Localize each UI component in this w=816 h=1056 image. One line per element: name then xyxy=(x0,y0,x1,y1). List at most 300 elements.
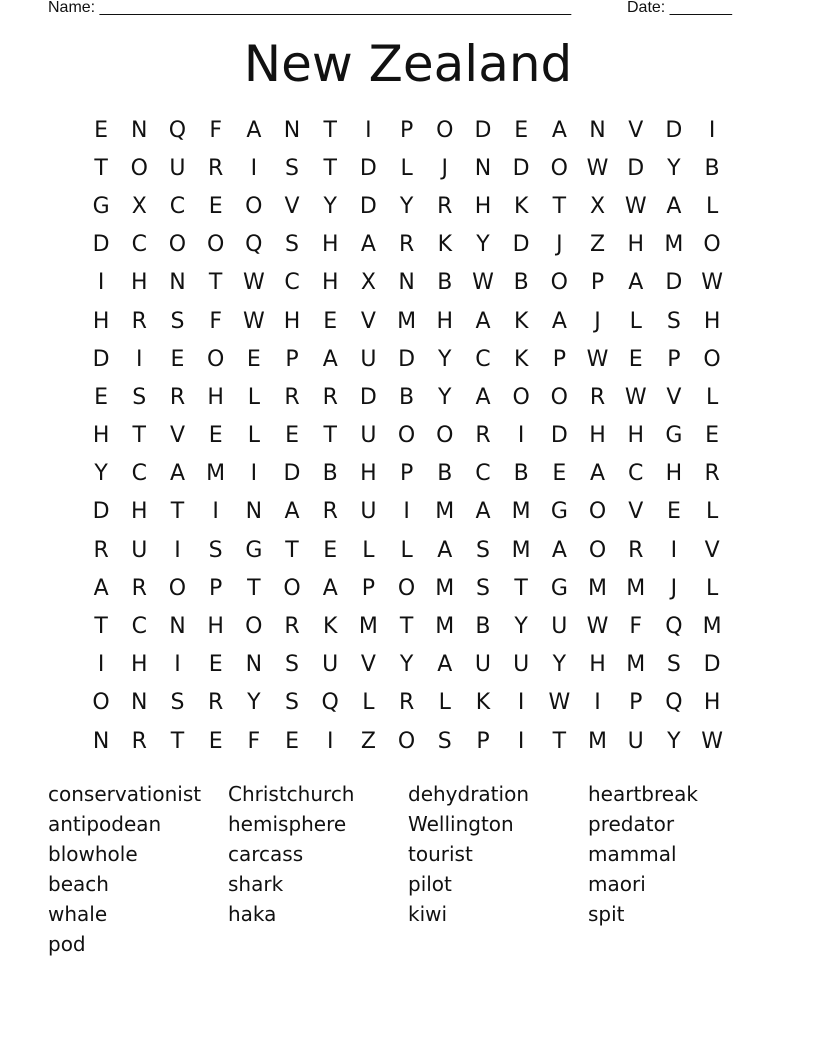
grid-letter[interactable]: U xyxy=(627,728,644,754)
grid-letter[interactable]: R xyxy=(131,575,147,601)
grid-letter[interactable]: O xyxy=(550,155,568,181)
grid-letter[interactable]: D xyxy=(359,193,377,219)
grid-letter[interactable]: U xyxy=(360,346,377,372)
grid-letter[interactable]: S xyxy=(170,690,185,716)
grid-letter[interactable]: I xyxy=(517,690,525,716)
word-list-item: predator xyxy=(588,812,675,836)
grid-letter[interactable]: M xyxy=(588,728,608,754)
grid-letter[interactable]: N xyxy=(589,117,606,143)
grid-letter[interactable]: E xyxy=(323,308,338,334)
grid-letter[interactable]: W xyxy=(586,155,609,181)
grid-letter[interactable]: R xyxy=(628,537,644,563)
grid-letter[interactable]: O xyxy=(512,384,530,410)
grid-letter[interactable]: M xyxy=(588,575,608,601)
grid-letter[interactable]: U xyxy=(360,499,377,525)
grid-letter[interactable]: Q xyxy=(665,690,683,716)
name-line: Name: _____________________________________________________ xyxy=(48,0,572,16)
grid-letter[interactable]: N xyxy=(245,652,263,678)
grid-letter[interactable]: D xyxy=(627,155,645,181)
grid-letter[interactable]: A xyxy=(93,575,109,601)
grid-letter[interactable]: E xyxy=(705,423,720,449)
grid-letter[interactable]: D xyxy=(512,155,530,181)
grid-letter[interactable]: V xyxy=(169,423,185,449)
grid-letter[interactable]: W xyxy=(701,728,723,754)
grid-letter[interactable]: F xyxy=(629,614,643,640)
grid-letter[interactable]: R xyxy=(437,193,453,219)
grid-letter[interactable]: A xyxy=(551,117,567,143)
grid-letter[interactable]: A xyxy=(551,537,567,563)
grid-letter[interactable]: H xyxy=(92,308,110,334)
grid-letter[interactable]: H xyxy=(436,308,454,334)
grid-letter[interactable]: R xyxy=(131,308,147,334)
grid-letter[interactable]: E xyxy=(170,346,185,372)
grid-letter[interactable]: D xyxy=(92,499,110,525)
word-list-item: blowhole xyxy=(48,842,138,866)
grid-letter[interactable]: H xyxy=(589,652,606,678)
grid-letter[interactable]: V xyxy=(360,308,376,334)
grid-letter[interactable]: U xyxy=(322,652,339,678)
grid-letter[interactable]: M xyxy=(702,614,722,640)
grid-letter[interactable]: S xyxy=(132,384,147,410)
grid-letter[interactable]: R xyxy=(131,728,147,754)
grid-letter[interactable]: E xyxy=(552,461,567,487)
grid-letter[interactable]: P xyxy=(590,270,605,296)
grid-letter[interactable]: B xyxy=(704,155,720,181)
grid-letter[interactable]: L xyxy=(705,575,719,601)
grid-letter[interactable]: O xyxy=(397,575,416,601)
grid-letter[interactable]: H xyxy=(474,193,492,219)
grid-letter[interactable]: L xyxy=(400,155,413,181)
grid-letter[interactable]: H xyxy=(627,232,644,258)
grid-letter[interactable]: T xyxy=(399,614,414,640)
grid-letter[interactable]: O xyxy=(436,423,454,449)
grid-letter[interactable]: P xyxy=(209,575,223,601)
grid-letter[interactable]: O xyxy=(397,728,416,754)
grid-letter[interactable]: D xyxy=(398,346,416,372)
grid-letter[interactable]: T xyxy=(94,155,108,181)
grid-letter[interactable]: L xyxy=(438,690,451,716)
grid-letter[interactable]: W xyxy=(586,614,609,640)
grid-letter[interactable]: W xyxy=(586,346,609,372)
grid-letter[interactable]: N xyxy=(474,155,492,181)
grid-letter[interactable]: F xyxy=(209,308,222,334)
grid-letter[interactable]: M xyxy=(397,308,417,334)
grid-letter[interactable]: T xyxy=(132,423,146,449)
grid-letter[interactable]: Y xyxy=(323,193,337,219)
grid-letter[interactable]: O xyxy=(206,346,225,372)
grid-letter[interactable]: J xyxy=(594,308,601,334)
grid-letter[interactable]: P xyxy=(476,728,490,754)
grid-letter[interactable]: B xyxy=(437,270,453,296)
grid-letter[interactable]: E xyxy=(285,728,299,754)
grid-letter[interactable]: Y xyxy=(399,193,414,219)
grid-letter[interactable]: B xyxy=(475,614,491,640)
grid-letter[interactable]: I xyxy=(517,728,525,754)
grid-letter[interactable]: S xyxy=(170,308,185,334)
grid-letter[interactable]: K xyxy=(323,614,338,640)
grid-letter[interactable]: L xyxy=(705,499,719,525)
grid-letter[interactable]: D xyxy=(665,117,683,143)
grid-letter[interactable]: V xyxy=(284,193,300,219)
grid-letter[interactable]: V xyxy=(704,537,720,563)
grid-letter[interactable]: L xyxy=(629,308,642,334)
grid-letter[interactable]: E xyxy=(94,117,109,143)
grid-letter[interactable]: O xyxy=(436,117,454,143)
grid-letter[interactable]: A xyxy=(475,308,491,334)
grid-letter[interactable]: C xyxy=(131,614,147,640)
grid-letter[interactable]: R xyxy=(208,155,224,181)
grid-letter[interactable]: H xyxy=(627,423,644,449)
grid-letter[interactable]: W xyxy=(242,308,265,334)
grid-letter[interactable]: S xyxy=(285,652,300,678)
grid-letter[interactable]: T xyxy=(323,117,337,143)
grid-letter[interactable]: Z xyxy=(360,728,376,754)
grid-letter[interactable]: I xyxy=(708,117,716,143)
grid-letter[interactable]: A xyxy=(360,232,376,258)
grid-letter[interactable]: Y xyxy=(667,728,681,754)
grid-letter[interactable]: F xyxy=(209,117,222,143)
grid-letter[interactable]: R xyxy=(93,537,109,563)
grid-letter[interactable]: M xyxy=(626,575,646,601)
grid-letter[interactable]: K xyxy=(513,308,529,334)
grid-letter[interactable]: C xyxy=(131,232,147,258)
grid-letter[interactable]: T xyxy=(552,193,567,219)
grid-letter[interactable]: H xyxy=(360,461,377,487)
grid-letter[interactable]: A xyxy=(246,117,262,143)
grid-letter[interactable]: H xyxy=(131,499,148,525)
grid-letter[interactable]: I xyxy=(174,652,181,678)
grid-letter[interactable]: C xyxy=(284,270,300,296)
grid-letter[interactable]: Q xyxy=(245,232,263,258)
grid-letter[interactable]: A xyxy=(590,461,606,487)
grid-letter[interactable]: B xyxy=(322,461,338,487)
grid-letter[interactable]: T xyxy=(323,423,337,449)
grid-letter[interactable]: H xyxy=(207,614,224,640)
grid-letter[interactable]: B xyxy=(513,461,529,487)
grid-letter[interactable]: P xyxy=(399,461,414,487)
grid-letter[interactable]: O xyxy=(245,193,263,219)
grid-letter[interactable]: E xyxy=(94,384,109,410)
grid-letter[interactable]: R xyxy=(322,499,338,525)
grid-letter[interactable]: A xyxy=(666,193,682,219)
grid-letter[interactable]: V xyxy=(628,499,644,525)
grid-letter[interactable]: S xyxy=(666,308,681,334)
grid-letter[interactable]: T xyxy=(514,575,528,601)
grid-letter[interactable]: G xyxy=(550,499,568,525)
grid-letter[interactable]: T xyxy=(94,614,108,640)
grid-letter[interactable]: V xyxy=(628,117,644,143)
grid-letter[interactable]: X xyxy=(589,193,606,219)
grid-letter[interactable]: M xyxy=(511,537,531,563)
grid-letter[interactable]: P xyxy=(667,346,681,372)
grid-letter[interactable]: G xyxy=(245,537,263,563)
grid-letter[interactable]: W xyxy=(548,690,571,716)
grid-letter[interactable]: L xyxy=(362,537,375,563)
grid-letter[interactable]: N xyxy=(131,117,148,143)
grid-letter[interactable]: N xyxy=(131,690,148,716)
grid-letter[interactable]: Y xyxy=(438,346,452,372)
grid-letter[interactable]: M xyxy=(358,614,378,640)
grid-letter[interactable]: R xyxy=(398,232,415,258)
grid-letter[interactable]: R xyxy=(322,384,338,410)
grid-letter[interactable]: I xyxy=(326,728,334,754)
grid-letter[interactable]: H xyxy=(589,423,606,449)
grid-letter[interactable]: G xyxy=(550,575,568,601)
grid-letter[interactable]: A xyxy=(475,499,491,525)
grid-letter[interactable]: Y xyxy=(476,232,490,258)
grid-letter[interactable]: D xyxy=(359,155,377,181)
grid-letter[interactable]: T xyxy=(285,537,299,563)
grid-letter[interactable]: A xyxy=(437,537,453,563)
grid-letter[interactable]: I xyxy=(97,652,105,678)
grid-letter[interactable]: O xyxy=(550,384,568,410)
grid-letter[interactable]: E xyxy=(514,117,529,143)
grid-letter[interactable]: J xyxy=(556,232,563,258)
grid-letter[interactable]: S xyxy=(475,537,490,563)
grid-letter[interactable]: E xyxy=(246,346,261,372)
grid-letter[interactable]: D xyxy=(512,232,530,258)
grid-letter[interactable]: D xyxy=(92,346,110,372)
grid-letter[interactable]: K xyxy=(513,346,529,372)
grid-letter[interactable]: H xyxy=(321,232,339,258)
grid-letter[interactable]: U xyxy=(360,423,377,449)
grid-letter[interactable]: E xyxy=(208,193,223,219)
puzzle-title: New Zealand xyxy=(243,35,573,93)
grid-letter[interactable]: I xyxy=(670,537,678,563)
grid-letter[interactable]: Y xyxy=(247,690,261,716)
word-list-item: whale xyxy=(48,902,108,926)
grid-letter[interactable]: W xyxy=(624,384,647,410)
grid-letter[interactable]: H xyxy=(283,308,301,334)
grid-letter[interactable]: P xyxy=(285,346,299,372)
grid-letter[interactable]: N xyxy=(169,614,186,640)
grid-letter[interactable]: R xyxy=(589,384,606,410)
grid-letter[interactable]: H xyxy=(665,461,683,487)
grid-letter[interactable]: T xyxy=(247,575,261,601)
grid-letter[interactable]: R xyxy=(284,384,300,410)
grid-letter[interactable]: Q xyxy=(321,690,339,716)
grid-letter[interactable]: P xyxy=(399,117,414,143)
grid-letter[interactable]: Q xyxy=(665,614,683,640)
grid-letter[interactable]: N xyxy=(169,270,186,296)
grid-letter[interactable]: L xyxy=(705,193,719,219)
grid-letter[interactable]: U xyxy=(513,652,530,678)
grid-letter[interactable]: A xyxy=(437,652,453,678)
grid-letter[interactable]: T xyxy=(323,155,337,181)
grid-letter[interactable]: O xyxy=(168,575,187,601)
grid-letter[interactable]: H xyxy=(131,652,148,678)
grid-letter[interactable]: J xyxy=(670,575,678,601)
grid-letter[interactable]: R xyxy=(398,690,415,716)
grid-letter[interactable]: Y xyxy=(514,614,528,640)
grid-letter[interactable]: E xyxy=(323,537,338,563)
grid-letter[interactable]: N xyxy=(245,499,263,525)
grid-letter[interactable]: S xyxy=(285,155,300,181)
grid-letter[interactable]: R xyxy=(208,690,224,716)
grid-letter[interactable]: I xyxy=(97,270,105,296)
grid-letter[interactable]: M xyxy=(626,652,646,678)
grid-letter[interactable]: F xyxy=(247,728,261,754)
grid-letter[interactable]: N xyxy=(398,270,415,296)
grid-letter[interactable]: K xyxy=(475,690,491,716)
grid-letter[interactable]: O xyxy=(550,270,568,296)
grid-letter[interactable]: I xyxy=(403,499,410,525)
grid-letter[interactable]: O xyxy=(168,232,187,258)
grid-letter[interactable]: J xyxy=(441,155,449,181)
word-list-item: dehydration xyxy=(408,782,529,806)
grid-letter[interactable]: M xyxy=(435,614,455,640)
grid-letter[interactable]: D xyxy=(283,461,301,487)
grid-letter[interactable]: T xyxy=(170,728,185,754)
grid-letter[interactable]: P xyxy=(361,575,376,601)
grid-letter[interactable]: I xyxy=(212,499,219,525)
word-list-item: shark xyxy=(228,872,284,896)
grid-letter[interactable]: P xyxy=(552,346,566,372)
grid-letter[interactable]: O xyxy=(206,232,225,258)
grid-letter[interactable]: A xyxy=(169,461,185,487)
grid-letter[interactable]: S xyxy=(437,728,452,754)
grid-letter[interactable]: U xyxy=(551,614,568,640)
grid-letter[interactable]: D xyxy=(665,270,683,296)
grid-letter[interactable]: G xyxy=(665,423,683,449)
grid-letter[interactable]: X xyxy=(360,270,376,296)
grid-letter[interactable]: O xyxy=(703,346,721,372)
grid-letter[interactable]: V xyxy=(666,384,682,410)
grid-letter[interactable]: W xyxy=(242,270,265,296)
word-list-item: Wellington xyxy=(408,812,514,836)
grid-letter[interactable]: H xyxy=(131,270,148,296)
grid-letter[interactable]: T xyxy=(170,499,185,525)
grid-letter[interactable]: E xyxy=(208,423,223,449)
grid-letter[interactable]: O xyxy=(283,575,301,601)
grid-letter[interactable]: C xyxy=(475,461,491,487)
grid-letter[interactable]: W xyxy=(472,270,494,296)
grid-letter[interactable]: D xyxy=(550,423,568,449)
grid-letter[interactable]: D xyxy=(474,117,492,143)
grid-letter[interactable]: O xyxy=(703,232,721,258)
grid-letter[interactable]: A xyxy=(322,346,338,372)
grid-letter[interactable]: H xyxy=(92,423,110,449)
grid-letter[interactable]: E xyxy=(666,499,681,525)
grid-letter[interactable]: D xyxy=(703,652,721,678)
letter-grid xyxy=(82,111,731,760)
grid-letter[interactable]: Y xyxy=(399,652,414,678)
grid-letter[interactable]: Q xyxy=(168,117,187,143)
grid-letter[interactable]: Z xyxy=(589,232,606,258)
grid-letter[interactable]: Y xyxy=(94,461,108,487)
grid-letter[interactable]: B xyxy=(399,384,415,410)
grid-letter[interactable]: S xyxy=(666,652,681,678)
grid-letter[interactable]: C xyxy=(169,193,186,219)
grid-letter[interactable]: P xyxy=(629,690,643,716)
grid-letter[interactable]: B xyxy=(437,461,453,487)
grid-letter[interactable]: I xyxy=(136,346,143,372)
grid-letter[interactable]: A xyxy=(475,384,491,410)
grid-letter[interactable]: H xyxy=(703,308,721,334)
grid-letter[interactable]: W xyxy=(624,193,647,219)
grid-letter[interactable]: K xyxy=(437,232,452,258)
grid-letter[interactable]: I xyxy=(250,461,258,487)
grid-letter[interactable]: O xyxy=(588,537,607,563)
grid-letter[interactable]: A xyxy=(628,270,644,296)
grid-letter[interactable]: L xyxy=(247,384,260,410)
grid-letter[interactable]: T xyxy=(552,728,567,754)
grid-letter[interactable]: U xyxy=(131,537,148,563)
grid-letter[interactable]: R xyxy=(704,461,720,487)
grid-letter[interactable]: R xyxy=(475,423,491,449)
grid-letter[interactable]: U xyxy=(474,652,492,678)
grid-letter[interactable]: B xyxy=(513,270,529,296)
grid-letter[interactable]: L xyxy=(247,423,260,449)
grid-letter[interactable]: C xyxy=(131,461,147,487)
grid-letter[interactable]: X xyxy=(131,193,147,219)
grid-letter[interactable]: R xyxy=(169,384,186,410)
grid-letter[interactable]: L xyxy=(705,384,719,410)
grid-letter[interactable]: E xyxy=(285,423,299,449)
grid-letter[interactable]: S xyxy=(208,537,223,563)
grid-letter[interactable]: M xyxy=(435,499,455,525)
grid-letter[interactable]: O xyxy=(92,690,110,716)
grid-letter[interactable]: C xyxy=(475,346,491,372)
grid-letter[interactable]: I xyxy=(174,537,181,563)
grid-letter[interactable]: H xyxy=(321,270,339,296)
grid-letter[interactable]: W xyxy=(701,270,723,296)
grid-letter[interactable]: H xyxy=(703,690,721,716)
grid-letter[interactable]: S xyxy=(475,575,490,601)
grid-letter[interactable]: A xyxy=(284,499,300,525)
grid-letter[interactable]: Y xyxy=(552,652,567,678)
grid-letter[interactable]: I xyxy=(365,117,372,143)
grid-letter[interactable]: O xyxy=(397,423,416,449)
grid-letter[interactable]: G xyxy=(92,193,110,219)
grid-letter[interactable]: N xyxy=(92,728,110,754)
word-list-item: hemisphere xyxy=(228,812,347,836)
grid-letter[interactable]: Y xyxy=(438,384,452,410)
grid-letter[interactable]: A xyxy=(322,575,338,601)
word-list-item: mammal xyxy=(588,842,677,866)
grid-letter[interactable]: O xyxy=(130,155,148,181)
grid-letter[interactable]: I xyxy=(517,423,525,449)
grid-letter[interactable]: M xyxy=(435,575,455,601)
grid-letter[interactable]: R xyxy=(284,614,300,640)
grid-letter[interactable]: A xyxy=(551,308,567,334)
grid-letter[interactable]: T xyxy=(208,270,223,296)
grid-letter[interactable]: C xyxy=(628,461,644,487)
grid-letter[interactable]: D xyxy=(359,384,377,410)
grid-letter[interactable]: E xyxy=(628,346,643,372)
grid-letter[interactable]: S xyxy=(285,690,300,716)
grid-letter[interactable]: M xyxy=(511,499,531,525)
grid-letter[interactable]: O xyxy=(588,499,607,525)
grid-letter[interactable]: M xyxy=(206,461,226,487)
grid-letter[interactable]: Y xyxy=(667,155,681,181)
grid-letter[interactable]: E xyxy=(208,728,223,754)
grid-letter[interactable]: V xyxy=(360,652,376,678)
grid-letter[interactable]: M xyxy=(664,232,684,258)
grid-letter[interactable]: U xyxy=(169,155,186,181)
grid-letter[interactable]: O xyxy=(245,614,263,640)
grid-letter[interactable]: I xyxy=(250,155,258,181)
grid-letter[interactable]: K xyxy=(513,193,529,219)
grid-letter[interactable]: L xyxy=(400,537,413,563)
grid-letter[interactable]: L xyxy=(362,690,375,716)
grid-letter[interactable]: D xyxy=(92,232,110,258)
grid-letter[interactable]: S xyxy=(285,232,300,258)
grid-letter[interactable]: I xyxy=(594,690,601,716)
grid-letter[interactable]: H xyxy=(207,384,224,410)
grid-letter[interactable]: E xyxy=(208,652,223,678)
grid-letter[interactable]: N xyxy=(283,117,301,143)
